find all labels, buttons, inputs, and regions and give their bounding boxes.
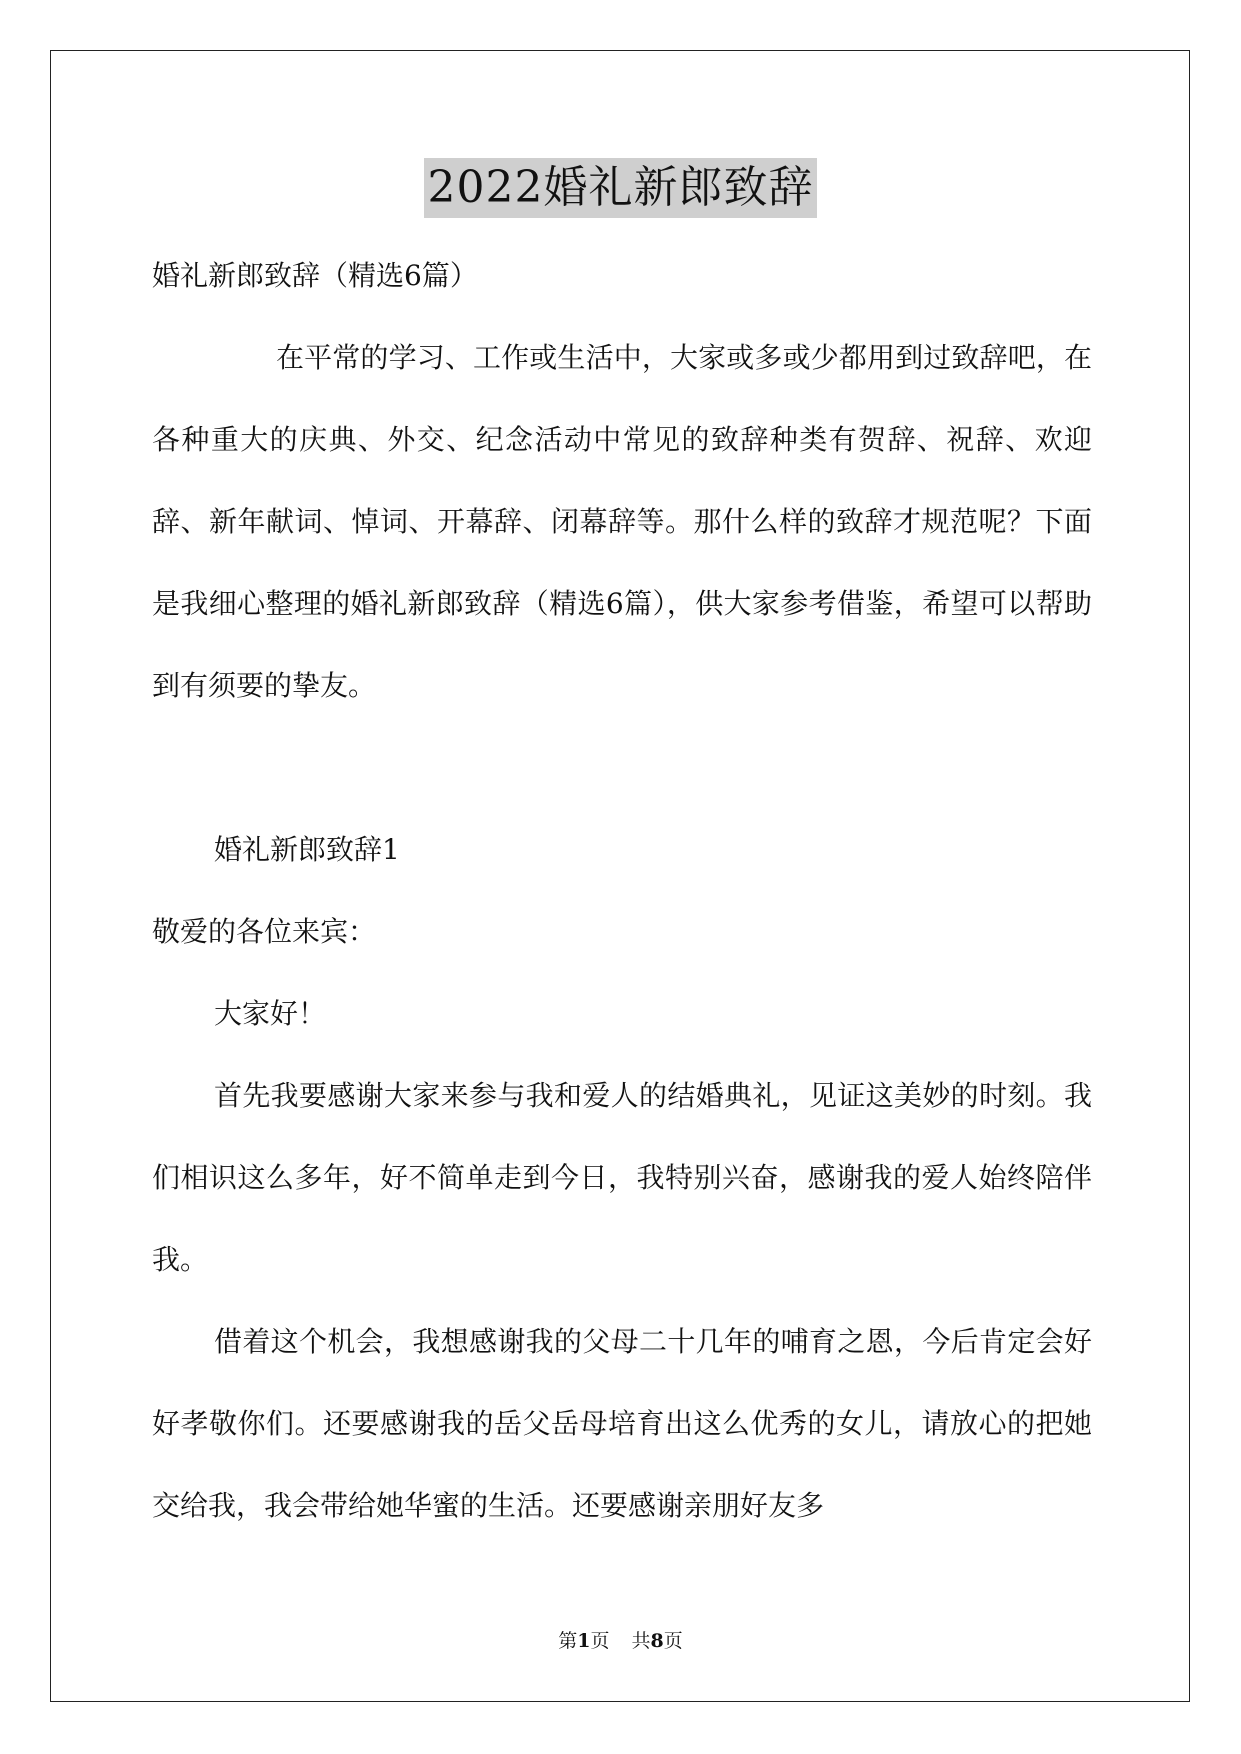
page-unit: 页 xyxy=(590,1630,610,1652)
paragraph-spacer xyxy=(152,727,1092,809)
intro-paragraph: 在平常的学习、工作或生活中，大家或多或少都用到过致辞吧，在各种重大的庆典、外交、纪念活动中常见的致辞种类有贺辞、祝辞、欢迎辞、新年献词、悼词、开幕辞、闭幕辞等。那什么样的致辞才规范呢？下面是我细心整理的婚礼新郎致辞（精选6篇），供大家参考借鉴，希望可以帮助到有须要的挚友。 xyxy=(152,341,1092,702)
document-subtitle: 婚礼新郎致辞（精选6篇） xyxy=(152,259,478,292)
section-heading: 婚礼新郎致辞1 xyxy=(214,833,400,866)
page-prefix: 第 xyxy=(558,1630,578,1652)
salutation: 敬爱的各位来宾： xyxy=(152,915,377,948)
document-body xyxy=(152,235,1092,1547)
total-unit: 页 xyxy=(663,1630,683,1652)
page-total: 8 xyxy=(650,1630,664,1652)
document-title: 2022婚礼新郎致辞 xyxy=(424,158,818,218)
total-prefix: 共 xyxy=(631,1630,651,1652)
body-paragraph-2: 借着这个机会，我想感谢我的父母二十几年的哺育之恩，今后肯定会好好孝敬你们。还要感谢我的岳父岳母培育出这么优秀的女儿，请放心的把她交给我，我会带给她华蜜的生活。还要感谢亲朋好友多 xyxy=(152,1325,1092,1522)
title-container xyxy=(0,158,1241,218)
body-paragraph-1: 首先我要感谢大家来参与我和爱人的结婚典礼，见证这美妙的时刻。我们相识这么多年，好不简单走到今日，我特别兴奋，感谢我的爱人始终陪伴我。 xyxy=(152,1079,1092,1276)
page-footer xyxy=(0,1626,1241,1656)
greeting: 大家好！ xyxy=(214,997,327,1030)
page-current: 1 xyxy=(577,1630,591,1652)
